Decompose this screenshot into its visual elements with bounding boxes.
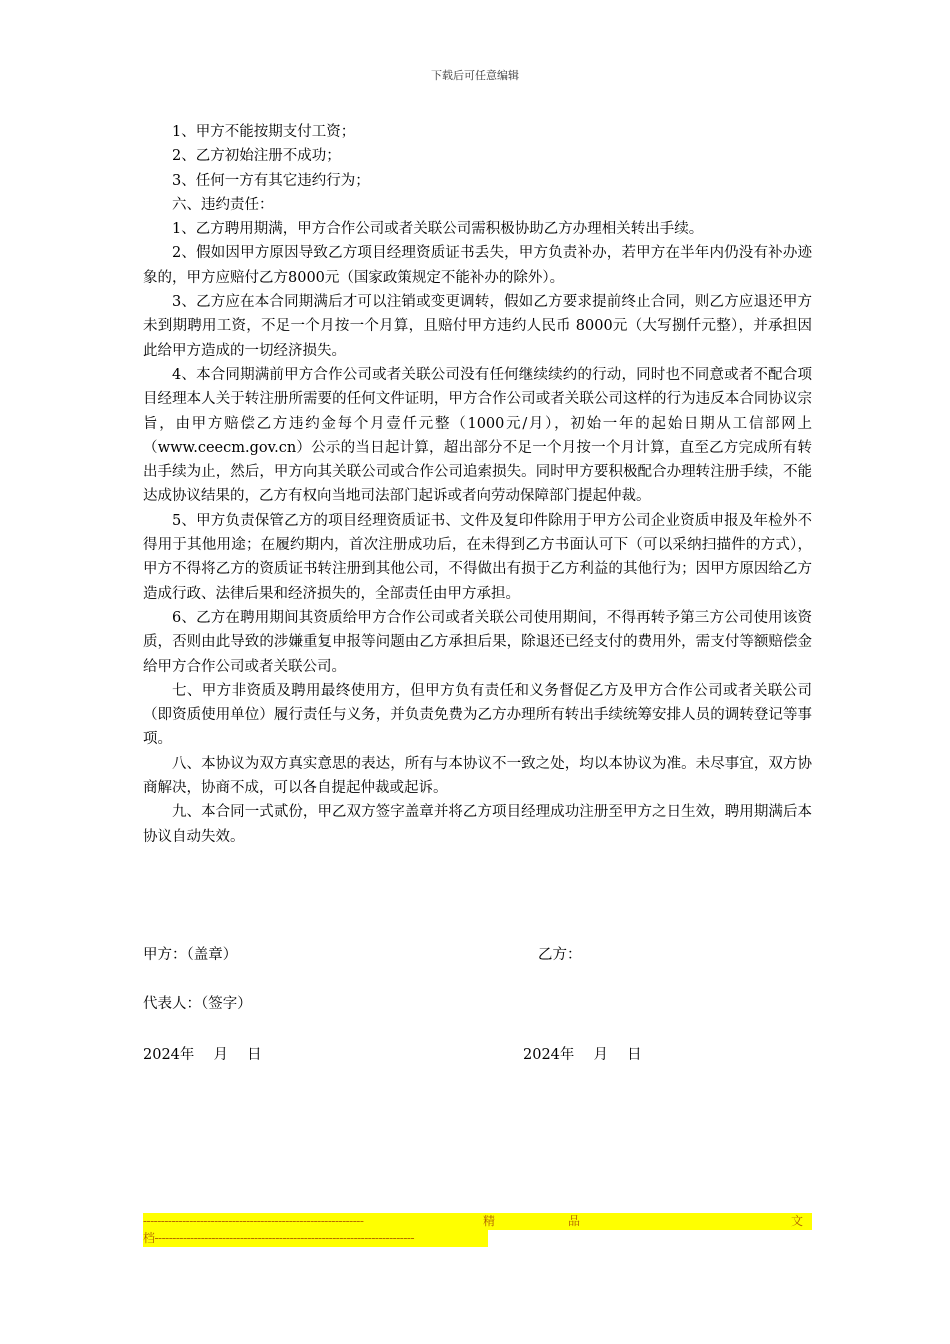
paragraph: 2、乙方初始注册不成功； bbox=[172, 148, 341, 165]
paragraph: 3、乙方应在本合同期满后才可以注销或变更调转，假如乙方要求提前终止合同，则乙方应退还甲方未到期聘用工资，不足一个月按一个月算，且赔付甲方违约人民币 8000元（大写捌仟元整），并承担因此给甲方造成的一切经济损失。 bbox=[143, 294, 812, 359]
footer-line-1 bbox=[143, 1213, 812, 1230]
party-a-label: 甲方：（盖章） bbox=[143, 947, 238, 963]
page-header: 下载后可任意编辑 bbox=[431, 69, 519, 82]
footer-banner bbox=[143, 1213, 812, 1252]
representative-label: 代表人：（签字） bbox=[143, 996, 252, 1012]
paragraph: 3、任何一方有其它违约行为； bbox=[172, 172, 370, 189]
footer-char: 文 bbox=[791, 1214, 804, 1228]
paragraph: 6、乙方在聘用期间其资质给甲方合作公司或者关联公司使用期间，不得再转予第三方公司使用该资质，否则由此导致的涉嫌重复申报等问题由乙方承担后果，除退还已经支付的费用外，需支付等额赔偿金给甲方合作公司或者关联公司。 bbox=[143, 609, 812, 675]
paragraph: 2、假如因甲方原因导致乙方项目经理资质证书丢失，甲方负责补办，若甲方在半年内仍没有补办迹象的，甲方应赔付乙方8000元（国家政策规定不能补办的除外）。 bbox=[143, 245, 812, 286]
footer-char: 品 bbox=[568, 1214, 581, 1228]
paragraph: 4、本合同期满前甲方合作公司或者关联公司没有任何继续续约的行动，同时也不同意或者不配合项目经理本人关于转注册所需要的任何文件证明，甲方合作公司或者关联公司这样的行为违反本合同协议宗旨，由甲方赔偿乙方违约金每个月壹仟元整（1000元/月），初始一年的起始日期从工信部网上（www.ceecm.gov.cn）公示的当日起计算，超出部分不足一个月按一个月计算，直至乙方完成所有转出手续为止，然后，甲方向其关联公司或合作公司追索损失。同时甲方要积极配合办理转注册手续，不能达成协议结果的，乙方有权向当地司法部门起诉或者向劳动保障部门提起仲裁。 bbox=[143, 366, 812, 505]
date-b: 2024年 月 日 bbox=[523, 1047, 642, 1063]
signature-row-parties bbox=[143, 943, 812, 965]
signature-row-dates bbox=[143, 1043, 812, 1065]
signature-row-representative bbox=[143, 992, 812, 1014]
date-a: 2024年 月 日 bbox=[143, 1047, 262, 1063]
footer-dashes: -------------------------------------------------------------- bbox=[143, 1214, 364, 1228]
section-heading: 六、违约责任： bbox=[172, 196, 274, 213]
paragraph: 1、乙方聘用期满，甲方合作公司或者关联公司需积极协助乙方办理相关转出手续。 bbox=[172, 221, 704, 238]
footer-line-2: 档------------------------------------------------------------------------- bbox=[143, 1230, 488, 1247]
party-b-label: 乙方： bbox=[538, 947, 582, 963]
paragraph: 1、甲方不能按期支付工资； bbox=[172, 124, 356, 140]
section-paragraph: 九、本合同一式贰份，甲乙双方签字盖章并将乙方项目经理成功注册至甲方之日生效，聘用期满后本协议自动失效。 bbox=[143, 804, 812, 845]
footer-char: 精 bbox=[483, 1214, 496, 1228]
section-paragraph: 七、甲方非资质及聘用最终使用方，但甲方负有责任和义务督促乙方及甲方合作公司或者关联公司（即资质使用单位）履行责任与义务，并负责免费为乙方办理所有转出手续统筹安排人员的调转登记等事项。 bbox=[143, 682, 812, 748]
section-paragraph: 八、本协议为双方真实意思的表达，所有与本协议不一致之处，均以本协议为准。未尽事宜，双方协商解决，协商不成，可以各自提起仲裁或起诉。 bbox=[143, 755, 812, 797]
contract-body bbox=[143, 120, 812, 849]
paragraph: 5、甲方负责保管乙方的项目经理资质证书、文件及复印件除用于甲方公司企业资质申报及年检外不得用于其他用途；在履约期内，首次注册成功后，在未得到乙方书面认可下（可以采纳扫描件的方式），甲方不得将乙方的资质证书转注册到其他公司，不得做出有损于乙方利益的其他行为；因甲方原因给乙方造成行政、法律后果和经济损失的，全部责任由甲方承担。 bbox=[143, 512, 812, 602]
